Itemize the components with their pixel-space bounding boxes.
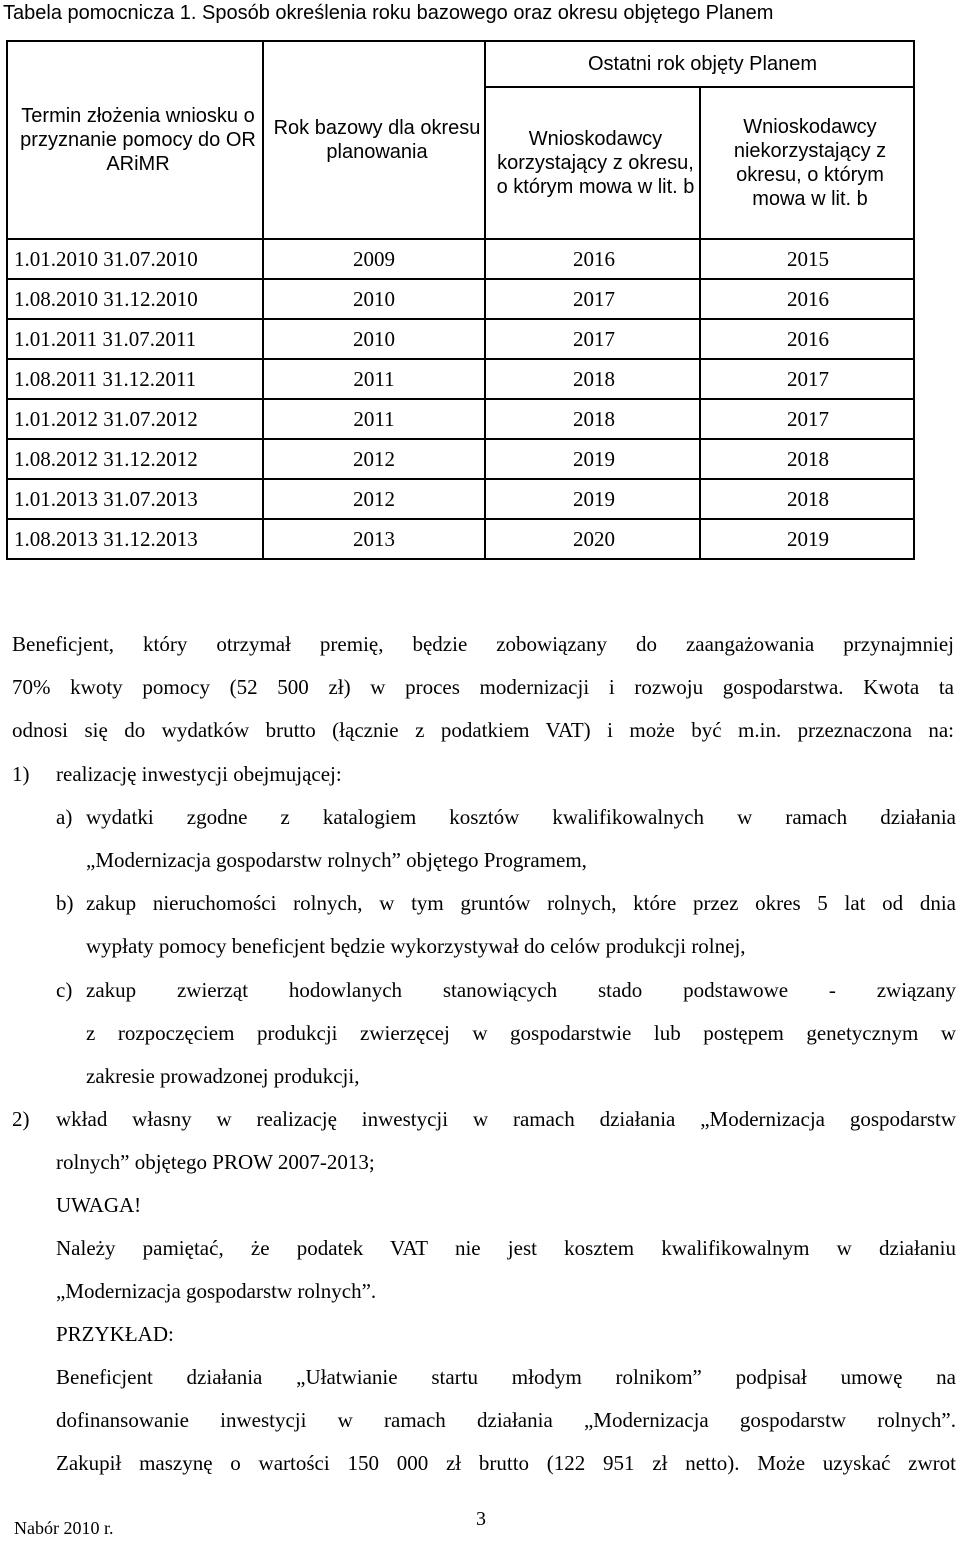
item-2-line-2: rolnych” objętego PROW 2007-2013; bbox=[56, 1150, 375, 1174]
header-termin: Termin złożenia wniosku o przyznanie pomocy do OR ARiMR bbox=[7, 41, 263, 239]
helper-table bbox=[6, 40, 915, 560]
cell-korzystajacy: 2016 bbox=[485, 239, 700, 279]
przyklad-line-3: Zakupił maszynę o wartości 150 000 zł brutto (122 951 zł netto). Może uzyskać zwrot bbox=[56, 1451, 956, 1475]
przyklad-heading: PRZYKŁAD: bbox=[56, 1322, 174, 1346]
cell-rok: 2010 bbox=[263, 279, 485, 319]
cell-korzystajacy: 2020 bbox=[485, 519, 700, 559]
cell-korzystajacy: 2017 bbox=[485, 319, 700, 359]
item-2-number: 2) bbox=[12, 1107, 30, 1131]
item-2-line-1: wkład własny w realizację inwestycji w ramach działania „Modernizacja gospodarstw bbox=[56, 1107, 956, 1131]
cell-niekorzystajacy: 2018 bbox=[700, 439, 914, 479]
header-ostatni-rok: Ostatni rok objęty Planem bbox=[485, 41, 914, 87]
cell-rok: 2011 bbox=[263, 359, 485, 399]
item-1-number: 1) bbox=[12, 762, 30, 786]
cell-termin: 1.08.2013 31.12.2013 bbox=[7, 519, 263, 559]
cell-termin: 1.08.2010 31.12.2010 bbox=[7, 279, 263, 319]
item-c-line-3: zakresie prowadzonej produkcji, bbox=[86, 1064, 360, 1088]
uwaga-heading: UWAGA! bbox=[56, 1193, 142, 1217]
table-row bbox=[7, 519, 914, 559]
cell-rok: 2011 bbox=[263, 399, 485, 439]
cell-korzystajacy: 2019 bbox=[485, 439, 700, 479]
cell-rok: 2012 bbox=[263, 439, 485, 479]
cell-termin: 1.01.2011 31.07.2011 bbox=[7, 319, 263, 359]
header-niekorzystajacy: Wnioskodawcy niekorzystający z okresu, o którym mowa w lit. b bbox=[700, 87, 914, 239]
cell-niekorzystajacy: 2015 bbox=[700, 239, 914, 279]
cell-rok: 2009 bbox=[263, 239, 485, 279]
table-row bbox=[7, 439, 914, 479]
uwaga-line-2: „Modernizacja gospodarstw rolnych”. bbox=[56, 1279, 377, 1303]
table-row bbox=[7, 319, 914, 359]
table-row bbox=[7, 399, 914, 439]
cell-niekorzystajacy: 2019 bbox=[700, 519, 914, 559]
footer-label: Nabór 2010 r. bbox=[14, 1518, 114, 1538]
cell-termin: 1.01.2013 31.07.2013 bbox=[7, 479, 263, 519]
item-a-label: a) bbox=[56, 805, 73, 829]
intro-line-3: odnosi się do wydatków brutto (łącznie z podatkiem VAT) i może być m.in. przeznaczona na: bbox=[12, 718, 954, 742]
cell-niekorzystajacy: 2017 bbox=[700, 359, 914, 399]
item-b-line-1: zakup nieruchomości rolnych, w tym gruntów rolnych, które przez okres 5 lat od dnia bbox=[86, 891, 956, 915]
cell-rok: 2013 bbox=[263, 519, 485, 559]
item-c-line-2: z rozpoczęciem produkcji zwierzęcej w gospodarstwie lub postępem genetycznym w bbox=[86, 1021, 956, 1045]
item-c-label: c) bbox=[56, 978, 73, 1002]
header-rok-bazowy: Rok bazowy dla okresu planowania bbox=[263, 41, 485, 239]
cell-korzystajacy: 2017 bbox=[485, 279, 700, 319]
table-row bbox=[7, 279, 914, 319]
cell-korzystajacy: 2019 bbox=[485, 479, 700, 519]
page-number: 3 bbox=[476, 1508, 486, 1530]
cell-termin: 1.01.2010 31.07.2010 bbox=[7, 239, 263, 279]
cell-niekorzystajacy: 2016 bbox=[700, 279, 914, 319]
table-caption: Tabela pomocnicza 1. Sposób określenia roku bazowego oraz okresu objętego Planem bbox=[3, 2, 774, 24]
item-c-line-1: zakup zwierząt hodowlanych stanowiących stado podstawowe - związany bbox=[86, 978, 956, 1002]
cell-termin: 1.01.2012 31.07.2012 bbox=[7, 399, 263, 439]
intro-line-2: 70% kwoty pomocy (52 500 zł) w proces modernizacji i rozwoju gospodarstwa. Kwota ta bbox=[12, 675, 954, 699]
cell-rok: 2012 bbox=[263, 479, 485, 519]
cell-niekorzystajacy: 2017 bbox=[700, 399, 914, 439]
cell-termin: 1.08.2011 31.12.2011 bbox=[7, 359, 263, 399]
table-row bbox=[7, 239, 914, 279]
intro-line-1: Beneficjent, który otrzymał premię, będzie zobowiązany do zaangażowania przynajmniej bbox=[12, 632, 954, 656]
cell-korzystajacy: 2018 bbox=[485, 359, 700, 399]
item-a-line-1: wydatki zgodne z katalogiem kosztów kwalifikowalnych w ramach działania bbox=[86, 805, 956, 829]
item-b-line-2: wypłaty pomocy beneficjent będzie wykorzystywał do celów produkcji rolnej, bbox=[86, 934, 746, 958]
item-1-text: realizację inwestycji obejmującej: bbox=[56, 762, 342, 786]
table-row bbox=[7, 479, 914, 519]
uwaga-line-1: Należy pamiętać, że podatek VAT nie jest kosztem kwalifikowalnym w działaniu bbox=[56, 1236, 956, 1260]
table-row bbox=[7, 359, 914, 399]
cell-niekorzystajacy: 2018 bbox=[700, 479, 914, 519]
item-a-line-2: „Modernizacja gospodarstw rolnych” objętego Programem, bbox=[86, 848, 587, 872]
header-korzystajacy: Wnioskodawcy korzystający z okresu, o którym mowa w lit. b bbox=[485, 87, 700, 239]
przyklad-line-2: dofinansowanie inwestycji w ramach działania „Modernizacja gospodarstw rolnych”. bbox=[56, 1408, 956, 1432]
item-b-label: b) bbox=[56, 891, 74, 915]
cell-korzystajacy: 2018 bbox=[485, 399, 700, 439]
cell-termin: 1.08.2012 31.12.2012 bbox=[7, 439, 263, 479]
cell-niekorzystajacy: 2016 bbox=[700, 319, 914, 359]
przyklad-line-1: Beneficjent działania „Ułatwianie startu młodym rolnikom” podpisał umowę na bbox=[56, 1365, 956, 1389]
cell-rok: 2010 bbox=[263, 319, 485, 359]
